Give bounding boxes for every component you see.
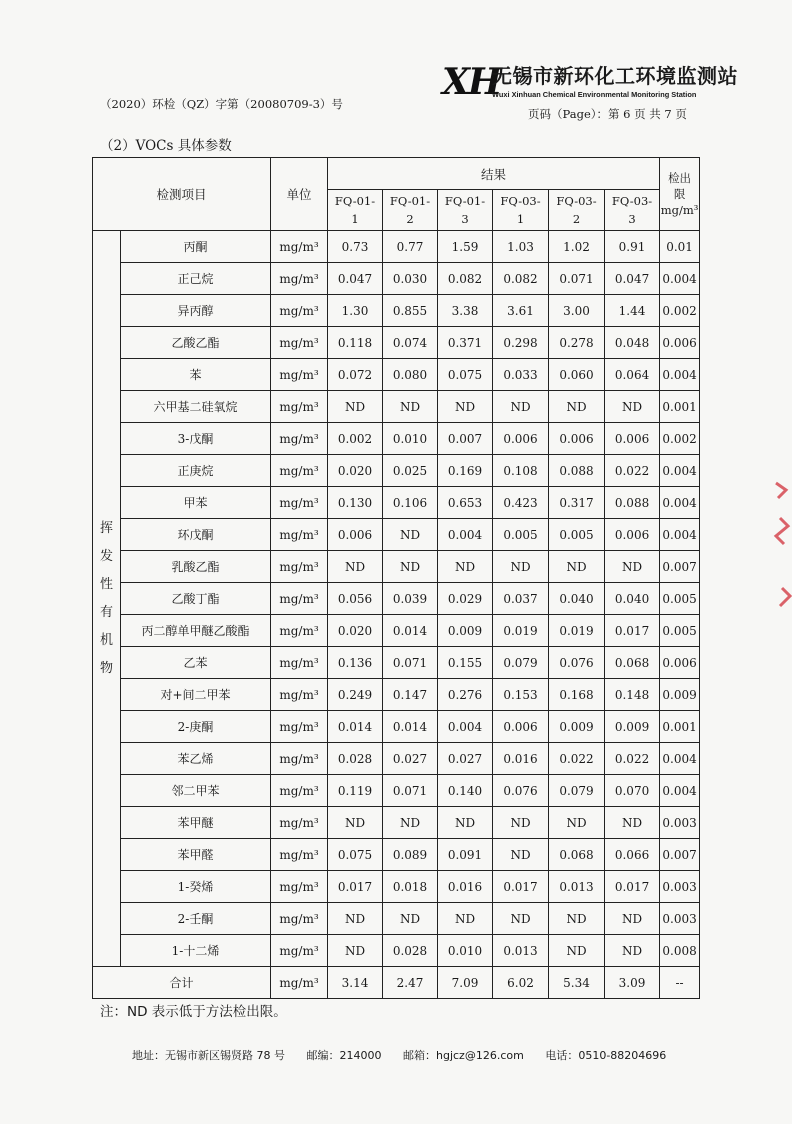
value-cell: 0.029 [438, 583, 493, 615]
header-row-1 [93, 158, 700, 190]
value-cell: 0.653 [438, 487, 493, 519]
total-value: 2.47 [383, 967, 438, 999]
unit-cell: mg/m³ [271, 423, 328, 455]
company-name-en: Wuxi Xinhuan Chemical Environmental Monitoring Station [492, 90, 697, 99]
lod-cell: 0.008 [660, 935, 700, 967]
table-row [93, 263, 700, 295]
lod-cell: 0.003 [660, 871, 700, 903]
value-cell: 0.016 [438, 871, 493, 903]
value-cell: ND [383, 391, 438, 423]
value-cell: 0.040 [605, 583, 660, 615]
value-cell: 0.013 [493, 935, 549, 967]
compound-name: 乙酸丁酯 [121, 583, 271, 615]
value-cell: 0.068 [605, 647, 660, 679]
value-cell: ND [328, 551, 383, 583]
value-cell: 0.027 [383, 743, 438, 775]
category-char: 机 [99, 632, 113, 648]
value-cell: 0.108 [493, 455, 549, 487]
value-cell: 0.047 [605, 263, 660, 295]
value-cell: 0.060 [549, 359, 605, 391]
unit-cell: mg/m³ [271, 391, 328, 423]
value-cell: 0.037 [493, 583, 549, 615]
value-cell: ND [549, 935, 605, 967]
header-lod [660, 158, 700, 231]
value-cell: 0.020 [328, 455, 383, 487]
unit-cell: mg/m³ [271, 583, 328, 615]
sample-id-part: 1 [351, 212, 359, 226]
compound-name: 丙二醇单甲醚乙酸酯 [121, 615, 271, 647]
table-row [93, 679, 700, 711]
lod-cell: 0.002 [660, 423, 700, 455]
value-cell: 0.249 [328, 679, 383, 711]
value-cell: 0.089 [383, 839, 438, 871]
unit-cell: mg/m³ [271, 903, 328, 935]
lod-cell: 0.001 [660, 391, 700, 423]
value-cell: ND [438, 551, 493, 583]
table-row [93, 295, 700, 327]
table-row [93, 807, 700, 839]
lod-cell: 0.003 [660, 903, 700, 935]
sample-id-header [493, 190, 549, 231]
value-cell: 0.017 [493, 871, 549, 903]
value-cell: 0.075 [328, 839, 383, 871]
value-cell: 0.028 [328, 743, 383, 775]
value-cell: 0.082 [438, 263, 493, 295]
compound-name: 正庚烷 [121, 455, 271, 487]
value-cell: 0.148 [605, 679, 660, 711]
value-cell: 0.079 [493, 647, 549, 679]
lod-cell: 0.004 [660, 359, 700, 391]
value-cell: 0.040 [549, 583, 605, 615]
value-cell: ND [383, 551, 438, 583]
value-cell: 0.017 [605, 615, 660, 647]
value-cell: 0.022 [549, 743, 605, 775]
value-cell: 0.025 [383, 455, 438, 487]
unit-cell: mg/m³ [271, 295, 328, 327]
unit-cell: mg/m³ [271, 359, 328, 391]
table-row [93, 487, 700, 519]
logo-mark: XH [442, 61, 500, 103]
value-cell: ND [549, 391, 605, 423]
table-row [93, 743, 700, 775]
compound-name: 乳酸乙酯 [121, 551, 271, 583]
value-cell: 0.005 [493, 519, 549, 551]
compound-name: 六甲基二硅氧烷 [121, 391, 271, 423]
value-cell: 0.77 [383, 231, 438, 263]
value-cell: 0.019 [493, 615, 549, 647]
value-cell: 0.039 [383, 583, 438, 615]
footer-email: 邮箱：hgjcz@126.com [403, 1049, 524, 1062]
value-cell: ND [328, 935, 383, 967]
value-cell: ND [549, 807, 605, 839]
value-cell: 0.371 [438, 327, 493, 359]
unit-cell: mg/m³ [271, 839, 328, 871]
value-cell: 0.027 [438, 743, 493, 775]
value-cell: 0.071 [383, 647, 438, 679]
lod-cell: 0.004 [660, 519, 700, 551]
table-row [93, 775, 700, 807]
total-value: 7.09 [438, 967, 493, 999]
value-cell: 0.070 [605, 775, 660, 807]
unit-cell: mg/m³ [271, 775, 328, 807]
value-cell: 0.009 [605, 711, 660, 743]
table-row [93, 423, 700, 455]
value-cell: 0.048 [605, 327, 660, 359]
value-cell: 0.130 [328, 487, 383, 519]
sample-id-header [328, 190, 383, 231]
value-cell: ND [549, 551, 605, 583]
header-unit: 单位 [271, 158, 328, 231]
value-cell: 0.006 [549, 423, 605, 455]
total-value: 5.34 [549, 967, 605, 999]
value-cell: 0.022 [605, 455, 660, 487]
value-cell: 3.00 [549, 295, 605, 327]
value-cell: 0.006 [328, 519, 383, 551]
compound-name: 苯甲醛 [121, 839, 271, 871]
sample-id-part: 2 [572, 212, 581, 226]
lod-cell: 0.003 [660, 807, 700, 839]
table-row [93, 519, 700, 551]
value-cell: 0.016 [493, 743, 549, 775]
unit-cell: mg/m³ [271, 743, 328, 775]
vocs-table [92, 157, 700, 999]
value-cell: 0.855 [383, 295, 438, 327]
lod-cell: 0.005 [660, 583, 700, 615]
sample-id-part: FQ-01- [389, 194, 431, 208]
lod-cell: 0.009 [660, 679, 700, 711]
value-cell: 0.080 [383, 359, 438, 391]
compound-name: 3-戊酮 [121, 423, 271, 455]
value-cell: ND [605, 391, 660, 423]
compound-name: 乙酸乙酯 [121, 327, 271, 359]
category-cell [93, 231, 121, 967]
unit-cell: mg/m³ [271, 871, 328, 903]
sample-id-part: FQ-03- [556, 194, 597, 208]
value-cell: 3.38 [438, 295, 493, 327]
lod-cell: 0.002 [660, 295, 700, 327]
compound-name: 正己烷 [121, 263, 271, 295]
total-label: 合计 [93, 967, 271, 999]
sample-id-part: 3 [461, 212, 469, 226]
sample-id-header [605, 190, 660, 231]
value-cell: 1.30 [328, 295, 383, 327]
table-row [93, 231, 700, 263]
value-cell: 0.047 [328, 263, 383, 295]
value-cell: 1.44 [605, 295, 660, 327]
unit-cell: mg/m³ [271, 967, 328, 999]
category-char: 发 [99, 548, 113, 564]
value-cell: ND [493, 807, 549, 839]
unit-cell: mg/m³ [271, 327, 328, 359]
header-lod-unit: mg/m³ [660, 203, 699, 217]
table-row [93, 551, 700, 583]
value-cell: 0.010 [438, 935, 493, 967]
value-cell: 0.017 [328, 871, 383, 903]
value-cell: ND [328, 391, 383, 423]
value-cell: 0.009 [549, 711, 605, 743]
company-logo [442, 62, 742, 104]
lod-cell: 0.007 [660, 551, 700, 583]
value-cell: 0.014 [383, 711, 438, 743]
lod-cell: -- [660, 967, 700, 999]
value-cell: 0.168 [549, 679, 605, 711]
value-cell: 0.298 [493, 327, 549, 359]
table-row [93, 871, 700, 903]
lod-cell: 0.005 [660, 615, 700, 647]
unit-cell: mg/m³ [271, 807, 328, 839]
value-cell: ND [328, 903, 383, 935]
value-cell: 0.017 [605, 871, 660, 903]
value-cell: 0.076 [493, 775, 549, 807]
value-cell: 0.106 [383, 487, 438, 519]
value-cell: 0.73 [328, 231, 383, 263]
value-cell: ND [383, 903, 438, 935]
table-row [93, 903, 700, 935]
lod-cell: 0.004 [660, 263, 700, 295]
value-cell: 0.075 [438, 359, 493, 391]
company-name-cn: 无锡市新环化工环境监测站 [492, 64, 738, 88]
lod-cell: 0.001 [660, 711, 700, 743]
total-value: 6.02 [493, 967, 549, 999]
compound-name: 2-庚酮 [121, 711, 271, 743]
value-cell: ND [493, 903, 549, 935]
value-cell: 0.019 [549, 615, 605, 647]
value-cell: ND [549, 903, 605, 935]
compound-name: 甲苯 [121, 487, 271, 519]
value-cell: 0.155 [438, 647, 493, 679]
sample-id-part: 1 [516, 212, 525, 226]
value-cell: 0.002 [328, 423, 383, 455]
compound-name: 1-十二烯 [121, 935, 271, 967]
value-cell: 0.068 [549, 839, 605, 871]
value-cell: ND [605, 551, 660, 583]
table-row [93, 935, 700, 967]
document-number: （2020）环检（QZ）字第（20080709-3）号 [100, 97, 343, 111]
value-cell: 1.03 [493, 231, 549, 263]
sample-id-part: FQ-01- [334, 194, 376, 208]
sample-id-header [549, 190, 605, 231]
value-cell: 0.119 [328, 775, 383, 807]
value-cell: ND [383, 519, 438, 551]
unit-cell: mg/m³ [271, 615, 328, 647]
unit-cell: mg/m³ [271, 935, 328, 967]
compound-name: 苯乙烯 [121, 743, 271, 775]
value-cell: 0.013 [549, 871, 605, 903]
unit-cell: mg/m³ [271, 711, 328, 743]
lod-cell: 0.004 [660, 455, 700, 487]
unit-cell: mg/m³ [271, 455, 328, 487]
total-value: 3.14 [328, 967, 383, 999]
compound-name: 1-癸烯 [121, 871, 271, 903]
table-row [93, 711, 700, 743]
value-cell: 0.079 [549, 775, 605, 807]
value-cell: ND [605, 935, 660, 967]
value-cell: 0.091 [438, 839, 493, 871]
sample-id-part: FQ-03- [500, 194, 541, 208]
value-cell: 1.02 [549, 231, 605, 263]
value-cell: 0.147 [383, 679, 438, 711]
value-cell: 0.022 [605, 743, 660, 775]
lod-cell: 0.01 [660, 231, 700, 263]
table-note: 注：ND 表示低于方法检出限。 [100, 1004, 287, 1020]
category-char: 有 [99, 604, 113, 620]
section-title: （2）VOCs 具体参数 [100, 138, 232, 154]
value-cell: 0.072 [328, 359, 383, 391]
value-cell: 0.423 [493, 487, 549, 519]
value-cell: 0.006 [605, 423, 660, 455]
value-cell: 0.074 [383, 327, 438, 359]
value-cell: 0.006 [493, 711, 549, 743]
value-cell: 0.317 [549, 487, 605, 519]
value-cell: 0.056 [328, 583, 383, 615]
value-cell: 0.276 [438, 679, 493, 711]
sample-id-part: FQ-03- [611, 194, 653, 208]
value-cell: 3.61 [493, 295, 549, 327]
lod-cell: 0.007 [660, 839, 700, 871]
value-cell: 0.088 [549, 455, 605, 487]
lod-cell: 0.004 [660, 775, 700, 807]
unit-cell: mg/m³ [271, 231, 328, 263]
value-cell: ND [438, 807, 493, 839]
value-cell: ND [328, 807, 383, 839]
value-cell: 0.020 [328, 615, 383, 647]
table-row [93, 391, 700, 423]
total-row [93, 967, 700, 999]
value-cell: 0.028 [383, 935, 438, 967]
value-cell: 0.071 [383, 775, 438, 807]
value-cell: 0.136 [328, 647, 383, 679]
footer-address: 地址：无锡市新区锡贤路 78 号 [132, 1049, 285, 1062]
compound-name: 对+间二甲苯 [121, 679, 271, 711]
value-cell: ND [493, 391, 549, 423]
value-cell: 0.014 [383, 615, 438, 647]
header-item: 检测项目 [93, 158, 271, 231]
compound-name: 丙酮 [121, 231, 271, 263]
value-cell: 0.169 [438, 455, 493, 487]
value-cell: ND [438, 391, 493, 423]
sample-id-part: 2 [406, 212, 414, 226]
value-cell: 0.006 [493, 423, 549, 455]
total-value: 3.09 [605, 967, 660, 999]
value-cell: 0.005 [549, 519, 605, 551]
footer [132, 1047, 684, 1063]
compound-name: 2-壬酮 [121, 903, 271, 935]
red-stamp-edge [770, 478, 792, 618]
value-cell: 0.007 [438, 423, 493, 455]
table-row [93, 455, 700, 487]
value-cell: 0.018 [383, 871, 438, 903]
value-cell: 0.009 [438, 615, 493, 647]
unit-cell: mg/m³ [271, 519, 328, 551]
value-cell: ND [605, 807, 660, 839]
value-cell: 0.118 [328, 327, 383, 359]
value-cell: ND [383, 807, 438, 839]
lod-cell: 0.004 [660, 487, 700, 519]
table-row [93, 359, 700, 391]
table-row [93, 839, 700, 871]
lod-cell: 0.006 [660, 327, 700, 359]
table-row [93, 647, 700, 679]
sample-id-part: FQ-01- [444, 194, 486, 208]
value-cell: 0.033 [493, 359, 549, 391]
sample-id-header [383, 190, 438, 231]
value-cell: 0.153 [493, 679, 549, 711]
compound-name: 异丙醇 [121, 295, 271, 327]
lod-cell: 0.006 [660, 647, 700, 679]
compound-name: 苯 [121, 359, 271, 391]
page-info: 页码（Page）：第 6 页 共 7 页 [528, 107, 687, 121]
value-cell: 0.278 [549, 327, 605, 359]
header-result: 结果 [328, 158, 660, 190]
unit-cell: mg/m³ [271, 263, 328, 295]
value-cell: 0.088 [605, 487, 660, 519]
value-cell: 0.91 [605, 231, 660, 263]
value-cell: 1.59 [438, 231, 493, 263]
value-cell: 0.082 [493, 263, 549, 295]
footer-postcode: 邮编：214000 [306, 1049, 382, 1062]
compound-name: 邻二甲苯 [121, 775, 271, 807]
compound-name: 乙苯 [121, 647, 271, 679]
table-row [93, 327, 700, 359]
value-cell: 0.006 [605, 519, 660, 551]
value-cell: ND [493, 551, 549, 583]
unit-cell: mg/m³ [271, 647, 328, 679]
value-cell: 0.076 [549, 647, 605, 679]
footer-phone: 电话：0510-88204696 [545, 1049, 667, 1062]
category-char: 挥 [99, 520, 113, 536]
value-cell: 0.014 [328, 711, 383, 743]
value-cell: 0.066 [605, 839, 660, 871]
header-lod-label: 检出限 [668, 171, 692, 201]
value-cell: 0.004 [438, 519, 493, 551]
lod-cell: 0.004 [660, 743, 700, 775]
unit-cell: mg/m³ [271, 487, 328, 519]
value-cell: ND [493, 839, 549, 871]
value-cell: 0.004 [438, 711, 493, 743]
table-row [93, 583, 700, 615]
unit-cell: mg/m³ [271, 551, 328, 583]
compound-name: 苯甲醚 [121, 807, 271, 839]
value-cell: 0.071 [549, 263, 605, 295]
value-cell: 0.140 [438, 775, 493, 807]
value-cell: 0.010 [383, 423, 438, 455]
unit-cell: mg/m³ [271, 679, 328, 711]
value-cell: ND [605, 903, 660, 935]
category-char: 性 [99, 576, 113, 592]
table-row [93, 615, 700, 647]
compound-name: 环戊酮 [121, 519, 271, 551]
category-char: 物 [99, 660, 113, 676]
value-cell: ND [438, 903, 493, 935]
value-cell: 0.030 [383, 263, 438, 295]
sample-id-header [438, 190, 493, 231]
sample-id-part: 3 [628, 212, 636, 226]
value-cell: 0.064 [605, 359, 660, 391]
